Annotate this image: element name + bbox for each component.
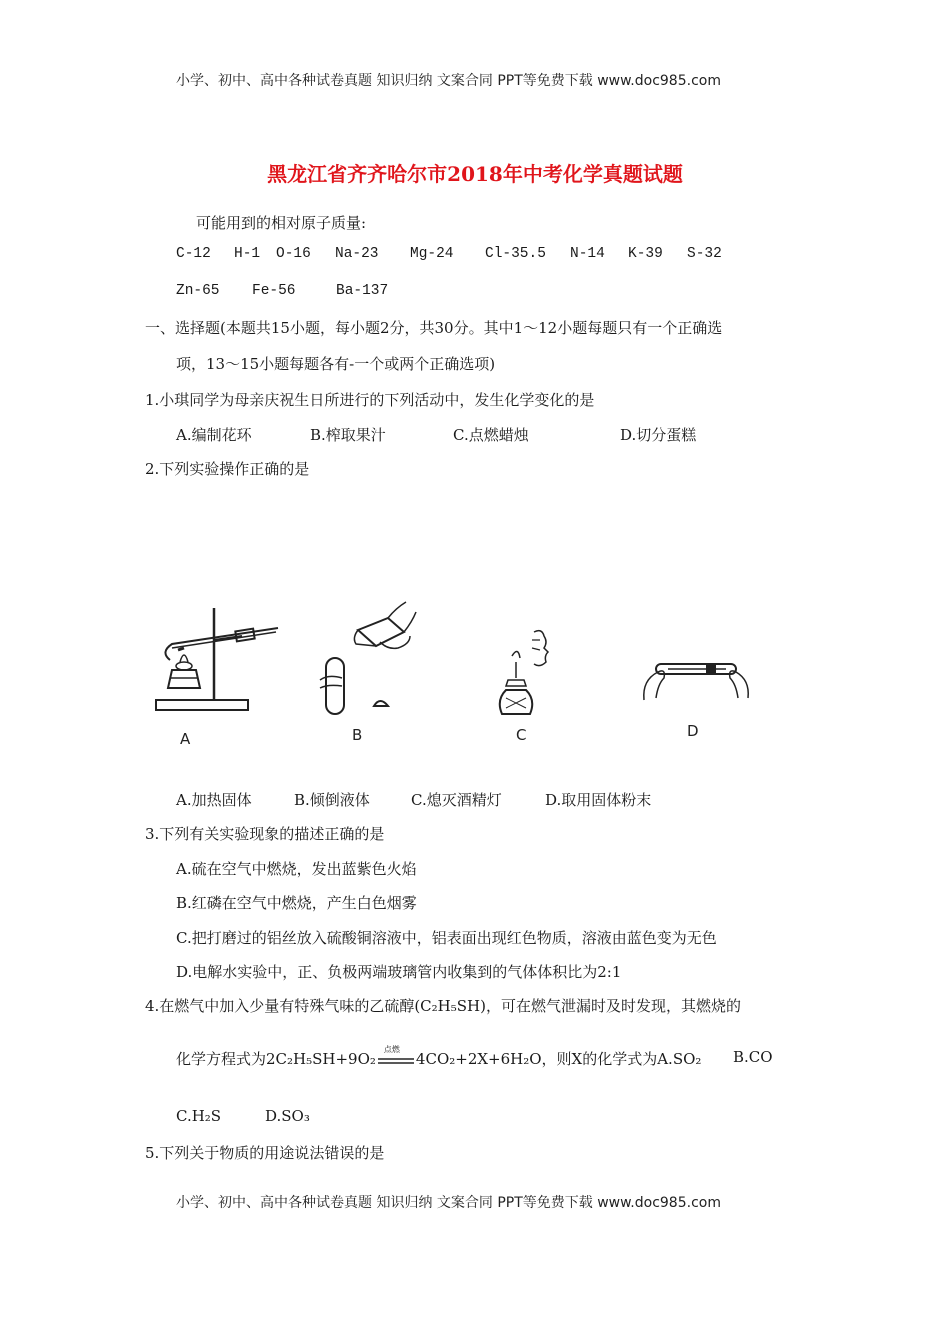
question-3-option-b: B.红磷在空气中燃烧，产生白色烟雾 bbox=[176, 894, 417, 912]
figure-label-b: B bbox=[352, 726, 363, 744]
option: C.熄灭酒精灯 bbox=[411, 791, 502, 809]
figure-a-heating-solid bbox=[150, 600, 285, 720]
question-3-option-c: C.把打磨过的铝丝放入硫酸铜溶液中，铝表面出现红色物质，溶液由蓝色变为无色 bbox=[176, 929, 717, 947]
mass-item: Zn-65 bbox=[176, 283, 220, 299]
question-1-stem: 1.小琪同学为母亲庆祝生日所进行的下列活动中，发生化学变化的是 bbox=[145, 391, 595, 409]
mass-item: K-39 bbox=[628, 246, 663, 262]
question-3-option-d: D.电解水实验中，正、负极两端玻璃管内收集到的气体体积比为2:1 bbox=[176, 963, 622, 981]
section-heading-line2: 项，13～15小题每题各有-一个或两个正确选项) bbox=[176, 355, 496, 373]
equal-sign-icon bbox=[376, 1052, 416, 1068]
mass-item: C-12 bbox=[176, 246, 211, 262]
question-2-stem: 2.下列实验操作正确的是 bbox=[145, 460, 310, 478]
reaction-condition: 点燃 bbox=[383, 1045, 400, 1054]
section-heading-line1: 一、选择题(本题共15小题，每小题2分，共30分。其中1～12小题每题只有一个正确选 bbox=[145, 319, 723, 337]
question-5-stem: 5.下列关于物质的用途说法错误的是 bbox=[145, 1144, 385, 1162]
option: D.切分蛋糕 bbox=[620, 426, 697, 444]
mass-item: S-32 bbox=[687, 246, 722, 262]
figure-b-pouring-liquid bbox=[318, 598, 418, 720]
mass-item: N-14 bbox=[570, 246, 605, 262]
mass-item: Ba-137 bbox=[336, 283, 389, 299]
equation-products: 4CO₂+2X+6H₂O，则X的化学式为A.SO₂ bbox=[415, 1050, 702, 1068]
reaction-arrow bbox=[376, 1045, 416, 1068]
question-3-stem: 3.下列有关实验现象的描述正确的是 bbox=[145, 825, 385, 843]
page-title: 黑龙江省齐齐哈尔市2018年中考化学真题试题 bbox=[267, 162, 683, 186]
masses-label: 可能用到的相对原子质量: bbox=[196, 214, 367, 232]
footer-banner: 小学、初中、高中各种试卷真题 知识归纳 文案合同 PPT等免费下载 www.doc985.com bbox=[176, 1195, 721, 1211]
option: B.榨取果汁 bbox=[310, 426, 386, 444]
question-4-stem: 4.在燃气中加入少量有特殊气味的乙硫醇(C₂H₅SH)，可在燃气泄漏时及时发现，其燃烧的 bbox=[145, 997, 741, 1015]
mass-item: H-1 bbox=[234, 246, 261, 262]
figure-label-d: D bbox=[687, 722, 699, 740]
option: A.编制花环 bbox=[176, 426, 252, 444]
question-4-equation bbox=[176, 1045, 702, 1069]
option: C.点燃蜡烛 bbox=[453, 426, 529, 444]
figure-label-a: A bbox=[180, 730, 191, 748]
option: A.加热固体 bbox=[176, 791, 252, 809]
figure-c-extinguish-lamp bbox=[496, 628, 566, 720]
equation-reactants: 化学方程式为2C₂H₅SH+9O₂ bbox=[176, 1050, 376, 1068]
question-4-option-d: D.SO₃ bbox=[265, 1107, 310, 1125]
mass-item: Cl-35.5 bbox=[485, 246, 546, 262]
header-banner: 小学、初中、高中各种试卷真题 知识归纳 文案合同 PPT等免费下载 www.doc985.com bbox=[176, 73, 721, 89]
question-4-option-c: C.H₂S bbox=[176, 1107, 222, 1125]
mass-item: O-16 bbox=[276, 246, 311, 262]
question-4-option-b: B.CO bbox=[733, 1048, 773, 1066]
mass-item: Mg-24 bbox=[410, 246, 454, 262]
mass-item: Fe-56 bbox=[252, 283, 296, 299]
option: B.倾倒液体 bbox=[294, 791, 370, 809]
question-3-option-a: A.硫在空气中燃烧，发出蓝紫色火焰 bbox=[176, 860, 417, 878]
mass-item: Na-23 bbox=[335, 246, 379, 262]
figure-d-take-powder bbox=[640, 648, 752, 708]
option: D.取用固体粉末 bbox=[545, 791, 652, 809]
figure-label-c: C bbox=[516, 726, 527, 744]
